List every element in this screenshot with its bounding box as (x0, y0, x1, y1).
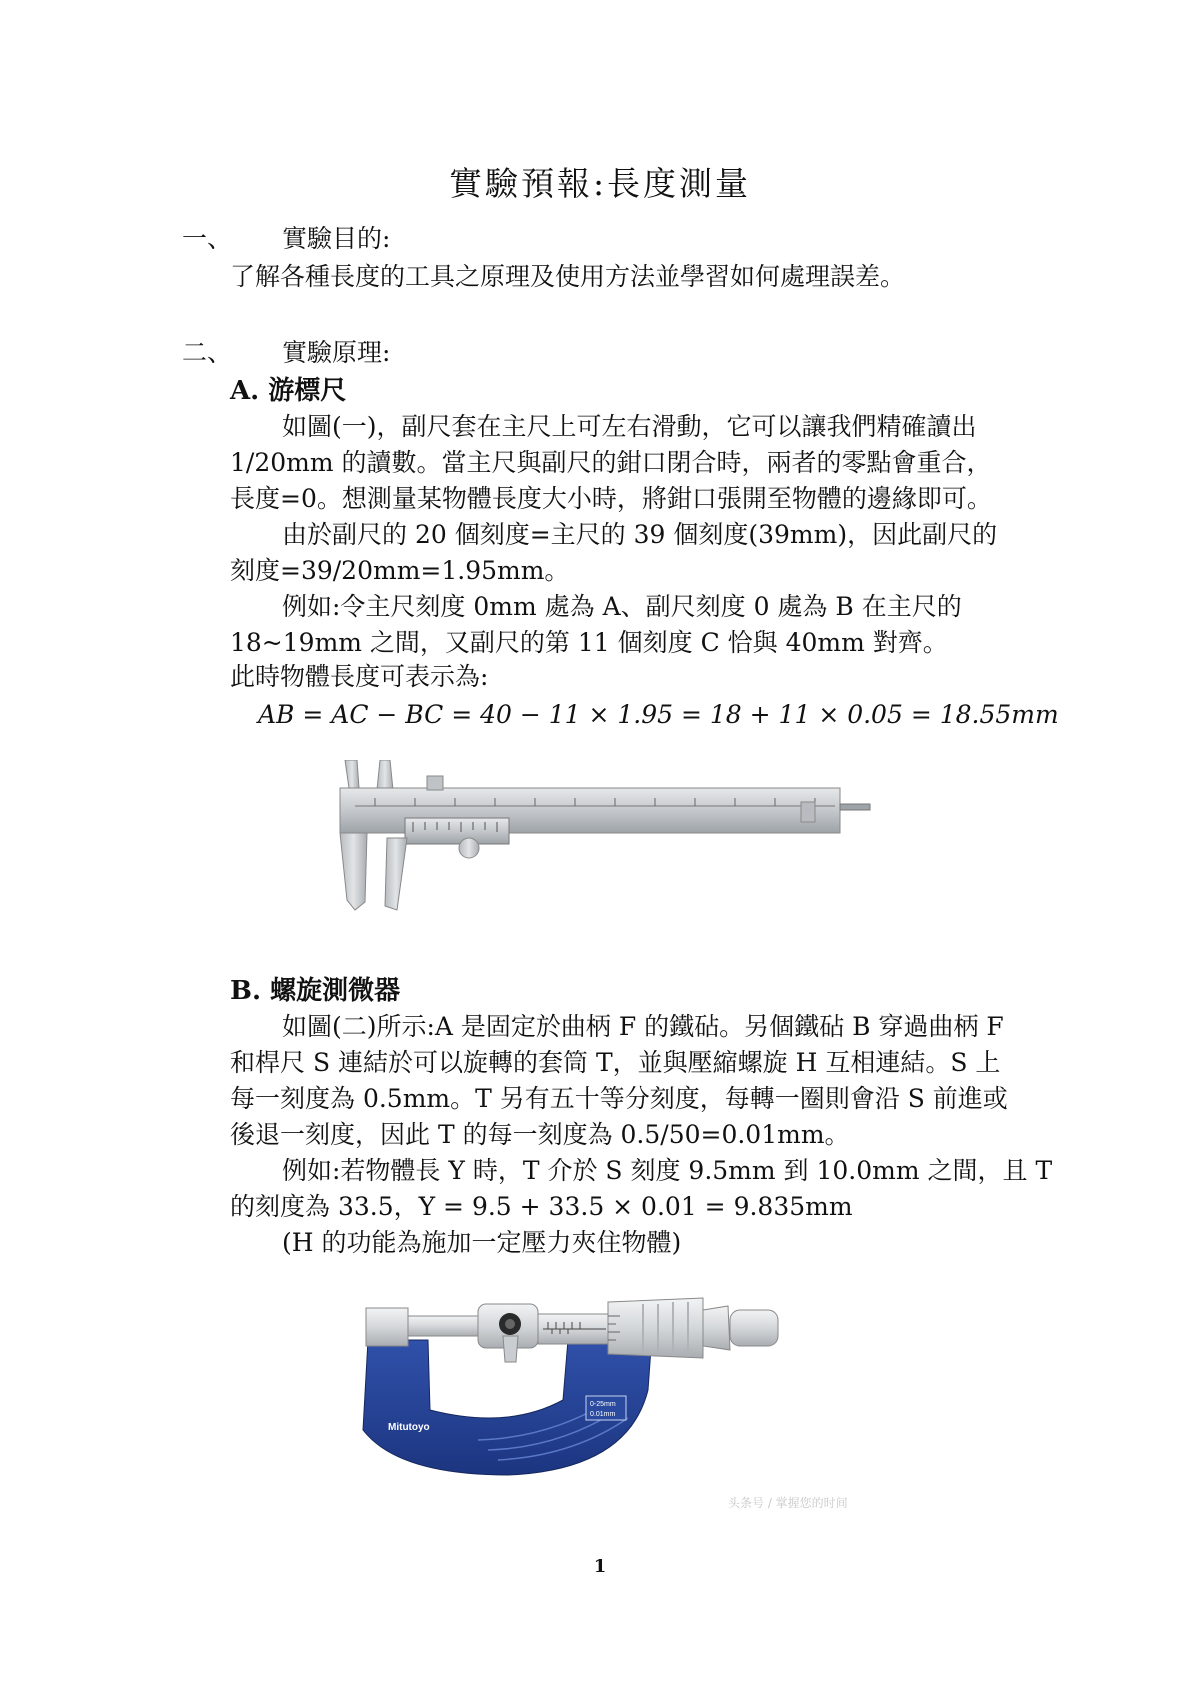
paragraph-line: 的刻度為 33.5，Y = 9.5 + 33.5 × 0.01 = 9.835mm (230, 1192, 853, 1221)
section1-number: 一、 (182, 224, 233, 253)
micrometer-heading: B. 螺旋測微器 (230, 976, 401, 1006)
section2-number: 二、 (182, 338, 233, 367)
page-title: 實驗預報:長度測量 (448, 164, 752, 203)
section1-heading: 實驗目的: (282, 224, 391, 253)
paragraph-line: 1/20mm 的讀數。當主尺與副尺的鉗口閉合時，兩者的零點會重合， (230, 448, 992, 477)
vernier-formula: AB = AC − BC = 40 − 11 × 1.95 = 18 + 11 × 0.05 = 18.55mm (258, 700, 1059, 729)
paragraph-line: 每一刻度為 0.5mm。T 另有五十等分刻度，每轉一圈則會沿 S 前進或 (230, 1084, 1008, 1113)
micrometer-brand-label: Mitutoyo (388, 1422, 430, 1433)
paragraph-line: 由於副尺的 20 個刻度=主尺的 39 個刻度(39mm)，因此副尺的 (282, 520, 998, 549)
paragraph-line: 如圖(一)，副尺套在主尺上可左右滑動，它可以讓我們精確讀出 (282, 412, 977, 441)
paragraph-line: 長度=0。想測量某物體長度大小時，將鉗口張開至物體的邊緣即可。 (230, 484, 992, 513)
section1-body: 了解各種長度的工具之原理及使用方法並學習如何處理誤差。 (230, 262, 906, 291)
paragraph-line: 後退一刻度，因此 T 的每一刻度為 0.5/50=0.01mm。 (230, 1120, 850, 1149)
vernier-caliper-image (335, 760, 875, 930)
paragraph-line: 此時物體長度可表示為: (230, 662, 489, 691)
paragraph-line: 例如:令主尺刻度 0mm 處為 A、副尺刻度 0 處為 B 在主尺的 (282, 592, 962, 621)
micrometer-resolution-label: 0.01mm (590, 1411, 616, 1418)
paragraph-line: 如圖(二)所示:A 是固定於曲柄 F 的鐵砧。另個鐵砧 B 穿過曲柄 F (282, 1012, 1004, 1041)
paragraph-line: 刻度=39/20mm=1.95mm。 (230, 556, 570, 585)
micrometer-range-label: 0-25mm (590, 1401, 616, 1408)
section2-heading: 實驗原理: (282, 338, 391, 367)
paragraph-line: 例如:若物體長 Y 時，T 介於 S 刻度 9.5mm 到 10.0mm 之間，且 T (282, 1156, 1053, 1185)
vernier-caliper-heading: A. 游標尺 (230, 376, 347, 406)
micrometer-image (358, 1280, 858, 1480)
page-number: 1 (593, 1556, 607, 1577)
paragraph-line: (H 的功能為施加一定壓力夾住物體) (282, 1228, 682, 1257)
paragraph-line: 18~19mm 之間，又副尺的第 11 個刻度 C 恰與 40mm 對齊。 (230, 628, 948, 657)
paragraph-line: 和桿尺 S 連結於可以旋轉的套筒 T，並與壓縮螺旋 H 互相連結。S 上 (230, 1048, 1001, 1077)
image-watermark: 头条号 / 掌握您的时间 (728, 1496, 848, 1510)
